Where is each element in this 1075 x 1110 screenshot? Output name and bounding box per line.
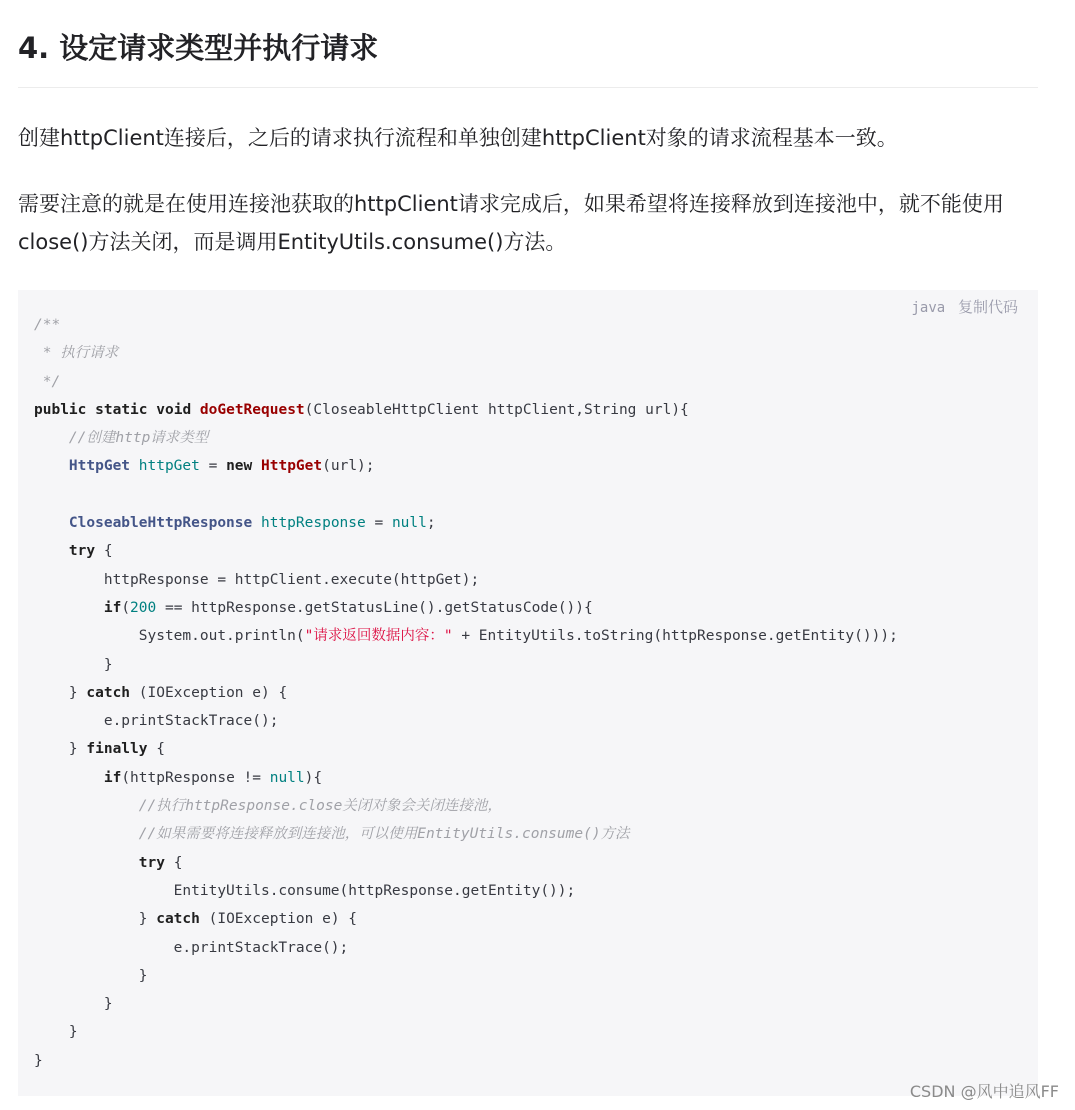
code-token: (url);: [322, 458, 375, 475]
code-token: new: [226, 458, 253, 475]
code-token: CloseableHttpResponse: [68, 515, 253, 532]
code-token: httpResponse: [260, 515, 366, 532]
code-token: (IOException e) {: [130, 684, 288, 701]
code-token: }: [34, 684, 87, 701]
code-token: "请求返回数据内容：": [304, 628, 453, 645]
code-token: }: [34, 996, 113, 1013]
code-token: System.out.println(: [34, 628, 305, 645]
code-line: [34, 317, 60, 333]
code-line: [34, 883, 575, 899]
article-content: [18, 0, 1038, 1069]
code-line: [34, 911, 357, 927]
code-token: [34, 855, 139, 871]
code-token: [34, 543, 69, 559]
code-token: (: [121, 599, 131, 616]
code-token: null: [269, 769, 305, 786]
code-token: }: [34, 1052, 43, 1069]
code-token: {: [147, 741, 165, 758]
code-token: }: [34, 741, 87, 758]
code-token: }: [34, 656, 113, 673]
code-line: [34, 968, 148, 984]
code-line: [34, 1053, 43, 1069]
code-token: * 执行请求: [34, 345, 119, 362]
code-token: [86, 402, 95, 418]
code-line: [34, 657, 113, 673]
code-token: [34, 600, 104, 616]
code-token: [252, 458, 261, 474]
code-token: [34, 770, 104, 786]
code-token: e.printStackTrace();: [34, 713, 279, 730]
code-line: [34, 458, 375, 474]
code-token: }: [34, 911, 157, 928]
code-line: [34, 741, 165, 757]
code-token: [130, 458, 139, 474]
code-line: [34, 345, 118, 361]
code-line: [34, 826, 630, 842]
code-token: [34, 798, 139, 814]
code-line: [34, 855, 182, 871]
code-token: //执行httpResponse.close关闭对象会关闭连接池，: [138, 798, 502, 815]
code-line: [34, 430, 208, 446]
code-token: EntityUtils.consume(httpResponse.getEntity());: [34, 882, 576, 899]
code-token: {: [95, 543, 113, 560]
code-token: null: [391, 515, 427, 532]
code-token: if: [103, 769, 122, 786]
code-token: HttpGet: [261, 458, 323, 475]
code-token: //创建http请求类型: [68, 430, 209, 447]
code-token: httpResponse = httpClient.execute(httpGet);: [34, 571, 480, 588]
code-token: + EntityUtils.toString(httpResponse.getEntity()));: [452, 628, 898, 645]
code-token: ){: [304, 769, 323, 786]
code-token: (IOException e) {: [199, 911, 358, 928]
paragraph-2: 需要注意的就是在使用连接池获取的httpClient请求完成后，如果希望将连接释放到连接池中，就不能使用close()方法关闭，而是调用EntityUtils.consume()方法。: [18, 192, 1004, 254]
code-token: doGetRequest: [199, 401, 305, 418]
code-token: void: [156, 401, 192, 418]
code-token: (CloseableHttpClient httpClient,String url){: [304, 401, 689, 418]
code-token: [148, 402, 157, 418]
code-line: [34, 996, 113, 1012]
code-token: ;: [426, 515, 436, 532]
code-token: [252, 515, 261, 531]
code-token: }: [34, 967, 148, 984]
code-line: [34, 374, 60, 390]
code-toolbar: [911, 296, 1018, 317]
code-token: e.printStackTrace();: [34, 939, 349, 956]
code-token: //如果需要将连接释放到连接池，可以使用EntityUtils.consume()方法: [138, 826, 630, 843]
code-token: (httpResponse !=: [121, 769, 270, 786]
paragraph-1: 创建httpClient连接后，之后的请求执行流程和单独创建httpClient对象的请求流程基本一致。: [18, 126, 898, 150]
code-line: [34, 1024, 78, 1040]
code-token: finally: [86, 741, 148, 758]
code-token: catch: [86, 684, 131, 701]
code-token: [191, 402, 200, 418]
code-token: [34, 826, 139, 842]
code-token: 200: [130, 599, 157, 616]
code-line: [34, 600, 593, 616]
code-token: HttpGet: [68, 458, 131, 475]
code-token: public: [34, 401, 87, 418]
code-token: [34, 515, 69, 531]
code-token: == httpResponse.getStatusLine().getStatusCode()){: [156, 599, 593, 616]
code-token: =: [199, 458, 227, 475]
code-line: [34, 940, 348, 956]
code-line: [34, 515, 436, 531]
code-line: [34, 685, 287, 701]
code-line: [34, 572, 479, 588]
code-token: if: [103, 599, 122, 616]
code-line: [34, 770, 322, 786]
code-token: }: [34, 1024, 78, 1041]
code-line: [34, 402, 689, 418]
code-line: [34, 628, 898, 644]
csdn-watermark: CSDN @风中追风FF: [909, 1082, 1059, 1101]
code-token: {: [164, 854, 183, 871]
code-line: [34, 798, 502, 814]
code-token: static: [95, 401, 148, 418]
code-token: [34, 458, 69, 474]
code-token: try: [68, 543, 96, 560]
code-language-label: java: [911, 300, 946, 316]
code-line: [34, 543, 113, 559]
code-token: /**: [34, 317, 61, 333]
code-token: httpGet: [138, 458, 200, 475]
code-token: catch: [156, 911, 200, 928]
section-heading: 4. 设定请求类型并执行请求: [18, 0, 1038, 88]
code-token: try: [138, 854, 165, 871]
code-line: [34, 713, 278, 729]
code-token: [34, 430, 69, 446]
code-token: */: [34, 373, 61, 390]
code-token: =: [365, 515, 392, 532]
code-listing: [34, 311, 898, 1075]
copy-code-button[interactable]: 复制代码: [957, 298, 1018, 316]
